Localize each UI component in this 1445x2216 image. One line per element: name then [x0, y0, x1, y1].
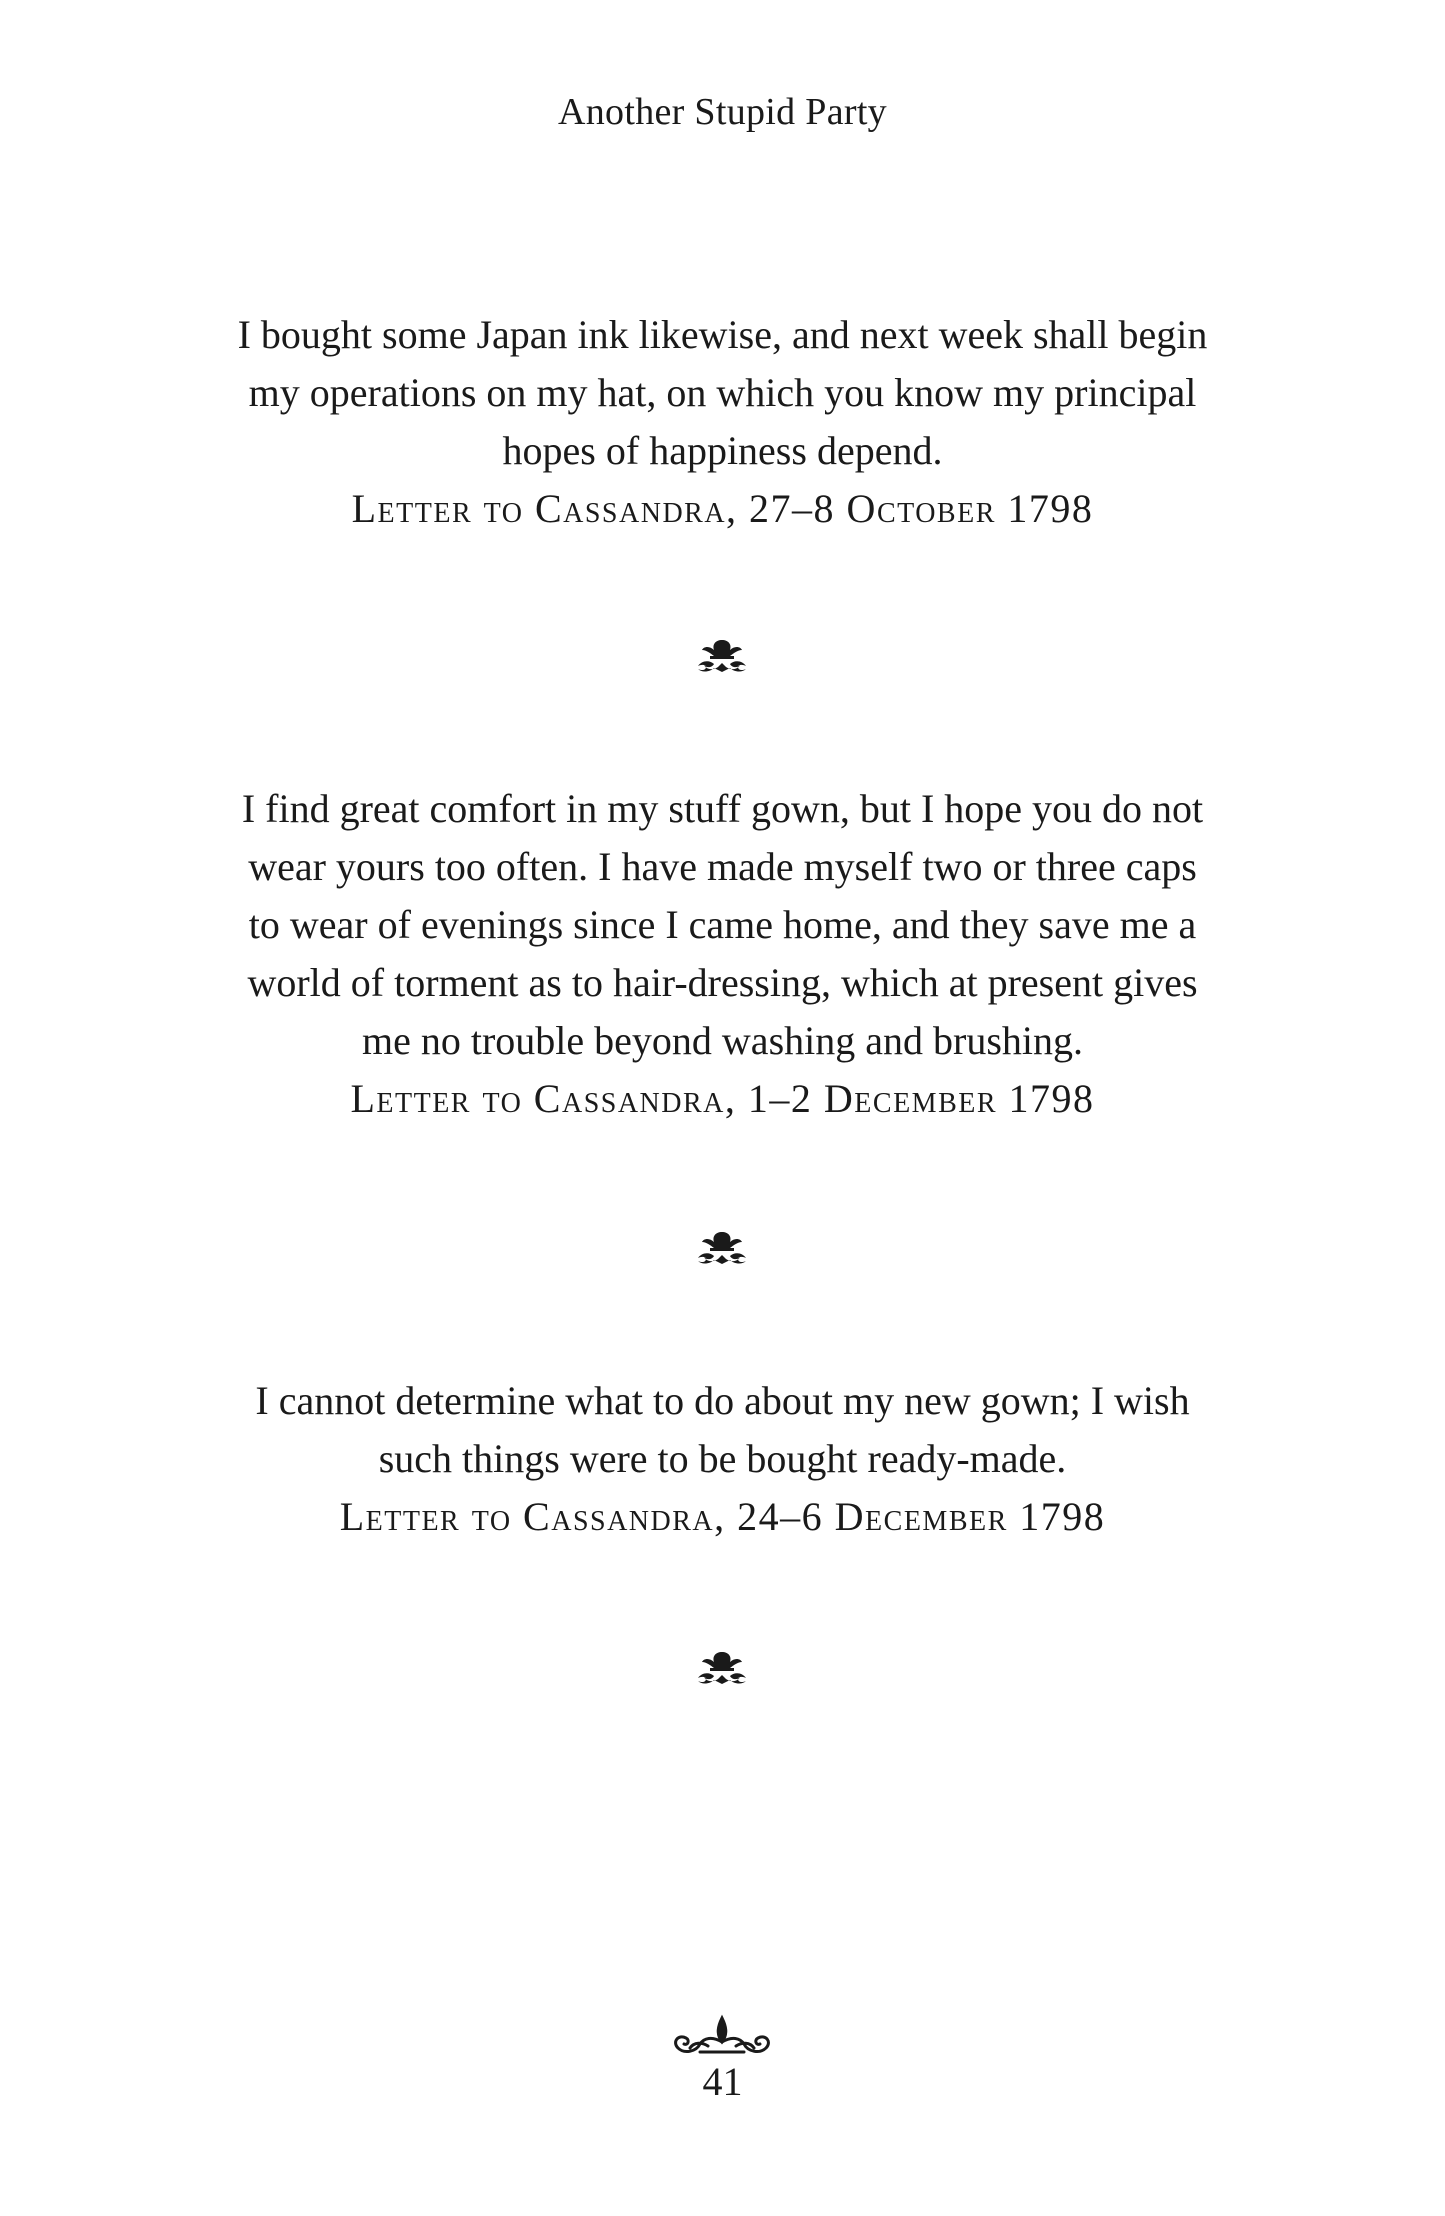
quote-line: my operations on my hat, on which you know my principal: [248, 370, 1197, 415]
quote-source: Letter to Cassandra, 1–2 December 1798: [350, 1076, 1095, 1121]
quote-source: Letter to Cassandra, 27–8 October 1798: [351, 486, 1094, 531]
scroll-ornament-icon: [660, 2012, 785, 2060]
fleuron-icon: [692, 1648, 752, 1688]
quote-line: I cannot determine what to do about my new gown; I wish: [255, 1378, 1190, 1423]
quote-line: world of torment as to hair-dressing, which at present gives: [247, 960, 1198, 1005]
quote-line: hopes of happiness depend.: [502, 428, 943, 473]
quote-source: Letter to Cassandra, 24–6 December 1798: [339, 1494, 1106, 1539]
quote-line: wear yours too often. I have made myself two or three caps: [248, 844, 1197, 889]
fleuron-icon: [692, 636, 752, 676]
quote-line: to wear of evenings since I came home, and they save me a: [248, 902, 1197, 947]
page-number: 41: [702, 2059, 743, 2104]
quote-entry-2: [0, 780, 1445, 1128]
quote-line: me no trouble beyond washing and brushing.: [362, 1018, 1083, 1063]
running-head: Another Stupid Party: [558, 91, 887, 133]
quote-line: I find great comfort in my stuff gown, but I hope you do not: [241, 786, 1204, 831]
quote-entry-1: [0, 306, 1445, 538]
quote-entry-3: [0, 1372, 1445, 1546]
quote-line: I bought some Japan ink likewise, and next week shall begin: [237, 312, 1208, 357]
fleuron-icon: [692, 1228, 752, 1268]
quote-line: such things were to be bought ready-made.: [378, 1436, 1067, 1481]
